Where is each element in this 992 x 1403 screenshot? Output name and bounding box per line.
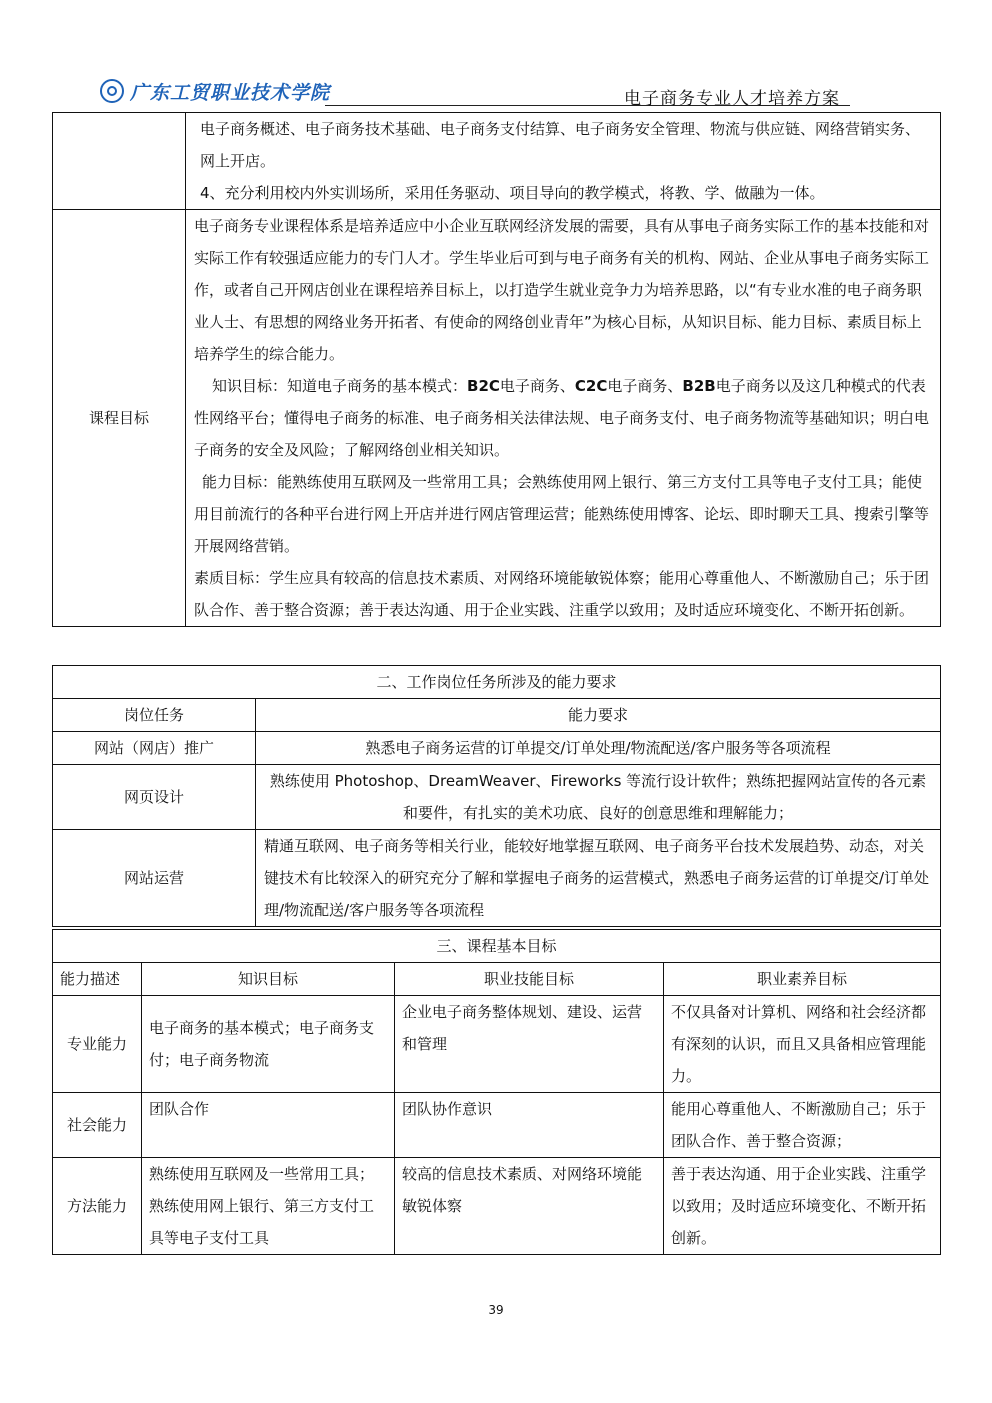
table-header-row bbox=[53, 963, 941, 996]
ability-cell: 社会能力 bbox=[53, 1093, 142, 1158]
task-cell: 网页设计 bbox=[53, 765, 256, 830]
requirement-cell: 精通互联网、电子商务等相关行业，能较好地掌握互联网、电子商务平台技术发展趋势、动态，对关键技术有比较深入的研究充分了解和掌握电子商务的运营模式，熟悉电子商务运营的订单提交/订单处理/物流配送/客户服务等各项流程 bbox=[256, 830, 941, 927]
quality-cell: 不仅具备对计算机、网络和社会经济都有深刻的认识，而且又具备相应管理能力。 bbox=[664, 996, 941, 1093]
course-goal-intro: 电子商务专业课程体系是培养适应中小企业互联网经济发展的需要，具有从事电子商务实际工作的基本技能和对实际工作有较强适应能力的专门人才。学生毕业后可到与电子商务有关的机构、网站、企业从事电子商务实际工作，或者自己开网店创业在课程培养目标上，以打造学生就业竞争力为培养思路，以“有专业水准的电子商务职业人士、有思想的网络业务开拓者、有使命的网络创业青年”为核心目标，从知识目标、能力目标、素质目标上培养学生的综合能力。 bbox=[194, 217, 930, 363]
column-header-task: 岗位任务 bbox=[53, 699, 256, 732]
skill-cell: 团队协作意识 bbox=[395, 1093, 664, 1158]
column-header-knowledge: 知识目标 bbox=[142, 963, 395, 996]
course-goal-table bbox=[52, 112, 941, 627]
table-row bbox=[53, 996, 941, 1093]
table-row bbox=[53, 830, 941, 927]
table-row bbox=[53, 210, 941, 627]
empty-label-cell bbox=[53, 113, 186, 210]
teaching-mode-text: 4、充分利用校内外实训场所，采用任务驱动、项目导向的教学模式，将教、学、做融为一体。 bbox=[200, 184, 825, 202]
column-header-skill: 职业技能目标 bbox=[395, 963, 664, 996]
section2-title: 二、工作岗位任务所涉及的能力要求 bbox=[53, 666, 941, 699]
knowledge-cell: 电子商务的基本模式；电子商务支付；电子商务物流 bbox=[142, 996, 395, 1093]
knowledge-goal: 知识目标：知道电子商务的基本模式：B2C电子商务、C2C电子商务、B2B电子商务以及这几种模式的代表性网络平台；懂得电子商务的标准、电子商务相关法律法规、电子商务支付、电子商务物流等基础知识；明白电子商务的安全及风险；了解网络创业相关知识。 bbox=[194, 377, 930, 459]
section-title-row bbox=[53, 666, 941, 699]
course-goal-content bbox=[186, 210, 941, 627]
table-header-row bbox=[53, 699, 941, 732]
ability-cell: 方法能力 bbox=[53, 1158, 142, 1255]
ability-goal: 能力目标：能熟练使用互联网及一些常用工具；会熟练使用网上银行、第三方支付工具等电子支付工具；能使用目前流行的各种平台进行网上开店并进行网店管理运营；能熟练使用博客、论坛、即时聊天工具、搜索引擎等开展网络营销。 bbox=[194, 473, 930, 555]
course-list-text: 电子商务概述、电子商务技术基础、电子商务支付结算、电子商务安全管理、物流与供应链、网络营销实务、网上开店。 bbox=[200, 120, 921, 170]
table-row bbox=[53, 732, 941, 765]
course-basic-goal-table bbox=[52, 929, 941, 1255]
task-cell: 网站（网店）推广 bbox=[53, 732, 256, 765]
requirement-cell: 熟悉电子商务运营的订单提交/订单处理/物流配送/客户服务等各项流程 bbox=[256, 732, 941, 765]
course-goal-label: 课程目标 bbox=[53, 210, 186, 627]
table-row bbox=[53, 1158, 941, 1255]
school-name: 广东工贸职业技术学院 bbox=[130, 81, 331, 104]
quality-cell: 能用心尊重他人、不断激励自己；乐于团队合作、善于整合资源； bbox=[664, 1093, 941, 1158]
table-row bbox=[53, 1093, 941, 1158]
column-header-ability: 能力描述 bbox=[53, 963, 142, 996]
column-header-requirement: 能力要求 bbox=[256, 699, 941, 732]
quality-cell: 善于表达沟通、用于企业实践、注重学以致用；及时适应环境变化、不断开拓创新。 bbox=[664, 1158, 941, 1255]
knowledge-cell: 熟练使用互联网及一些常用工具；熟练使用网上银行、第三方支付工具等电子支付工具 bbox=[142, 1158, 395, 1255]
skill-cell: 企业电子商务整体规划、建设、运营和管理 bbox=[395, 996, 664, 1093]
table-row bbox=[53, 765, 941, 830]
task-cell: 网站运营 bbox=[53, 830, 256, 927]
column-header-quality: 职业素养目标 bbox=[664, 963, 941, 996]
teaching-content-cell bbox=[186, 113, 941, 210]
ability-cell: 专业能力 bbox=[53, 996, 142, 1093]
skill-cell: 较高的信息技术素质、对网络环境能敏锐体察 bbox=[395, 1158, 664, 1255]
school-emblem-icon bbox=[100, 79, 124, 103]
requirement-cell: 熟练使用 Photoshop、DreamWeaver、Fireworks 等流行设计软件；熟练把握网站宣传的各元素和要件，有扎实的美术功底、良好的创意思维和理解能力； bbox=[256, 765, 941, 830]
page-number: 39 bbox=[488, 1303, 504, 1317]
section3-title: 三、课程基本目标 bbox=[53, 930, 941, 963]
document-title: 电子商务专业人才培养方案 bbox=[624, 89, 840, 109]
section-title-row bbox=[53, 930, 941, 963]
knowledge-cell: 团队合作 bbox=[142, 1093, 395, 1158]
table-row bbox=[53, 113, 941, 210]
school-logo bbox=[100, 76, 330, 106]
page-header bbox=[100, 76, 850, 110]
quality-goal: 素质目标：学生应具有较高的信息技术素质、对网络环境能敏锐体察；能用心尊重他人、不断激励自己；乐于团队合作、善于整合资源；善于表达沟通、用于企业实践、注重学以致用；及时适应环境变化、不断开拓创新。 bbox=[194, 569, 930, 619]
job-ability-table bbox=[52, 665, 941, 927]
